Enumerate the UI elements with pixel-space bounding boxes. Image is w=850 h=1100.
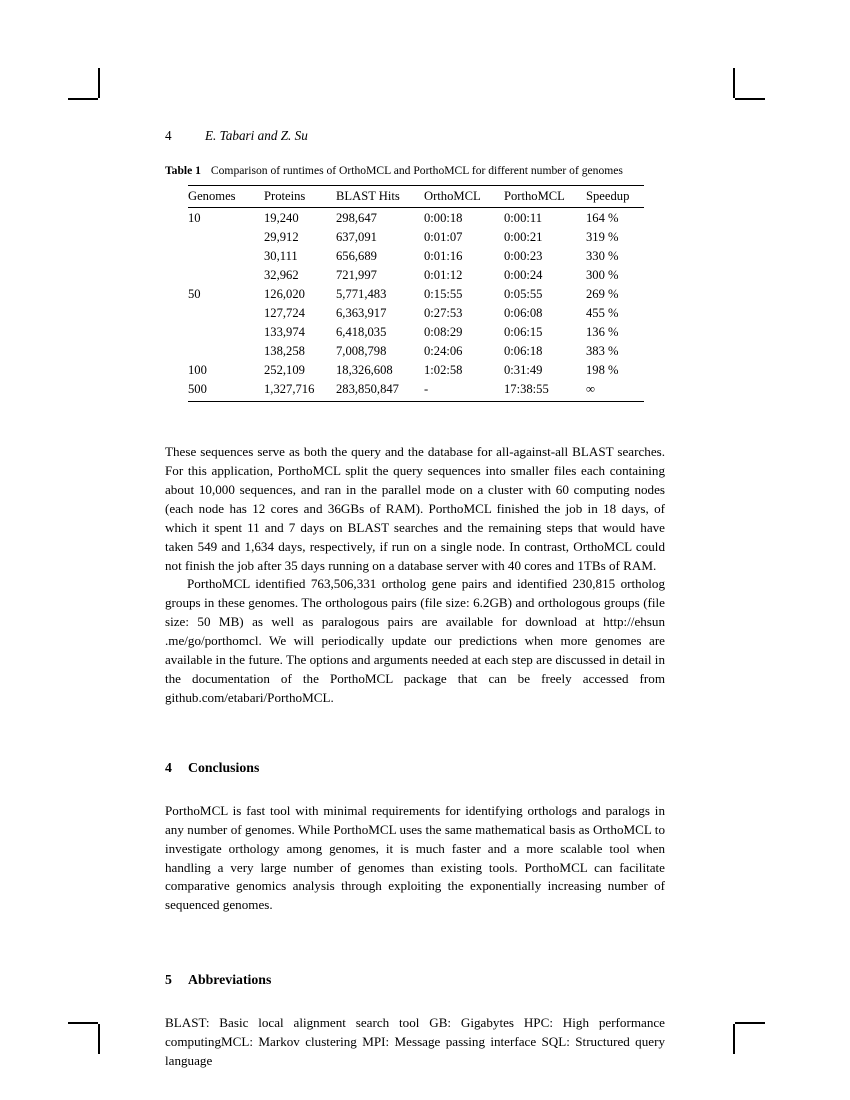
table-cell: 0:15:55: [424, 287, 463, 302]
table-cell: 6,363,917: [336, 306, 387, 321]
table-cell: 198 %: [586, 363, 619, 378]
table-column-header: Speedup: [586, 185, 644, 207]
table-cell: 319 %: [586, 230, 619, 245]
running-head: [165, 128, 665, 144]
table-row: [188, 362, 644, 381]
table-cell: 300 %: [586, 268, 619, 283]
running-head-authors: E. Tabari and Z. Su: [205, 128, 308, 143]
table-cell: 0:01:16: [424, 249, 463, 264]
crop-mark-vertical-line: [733, 68, 735, 98]
crop-mark-vertical-line: [98, 1024, 100, 1054]
table-cell: 252,109: [264, 363, 305, 378]
spacer: [165, 402, 665, 443]
table-cell: 127,724: [264, 306, 305, 321]
table-column-header: Proteins: [264, 185, 336, 207]
section-heading-abbreviations: [165, 972, 665, 988]
table-cell: 133,974: [264, 325, 305, 340]
table-cell: -: [424, 381, 504, 402]
table-cell: 18,326,608: [336, 363, 393, 378]
table-caption-text: Comparison of runtimes of OrthoMCL and PorthoMCL for different number of genomes: [210, 164, 623, 177]
table-cell: 500: [188, 381, 264, 402]
table-cell: [188, 343, 264, 362]
table-cell: 0:00:18: [424, 211, 463, 226]
table-column-header: PorthoMCL: [504, 185, 586, 207]
table-cell: 0:08:29: [424, 325, 463, 340]
table-cell: 1,327,716: [264, 381, 336, 402]
table-cell: ∞: [586, 381, 644, 402]
table-cell: 30,111: [264, 249, 298, 264]
table-cell: 0:06:18: [504, 344, 543, 359]
section-title: Abbreviations: [188, 972, 272, 988]
table-cell: [188, 229, 264, 248]
body-paragraph-1: These sequences serve as both the query and the database for all-against-all BLAST searches. For this application, PorthoMCL split the query sequences into smaller files each containing about 10,000 sequences, and ran in the parallel mode on a cluster with 60 computing nodes (each node has 12 cores and 36GBs of RAM). PorthoMCL finished the job in 18 days, of which it spent 11 and 7 days on BLAST searches and the remaining steps that would have taken 549 and 1,634 days, respectively, if run on a single node. In contrast, OrthoMCL could not finish the job after 35 days running on a database server with 40 cores and 1TBs of RAM.: [165, 444, 665, 573]
table-header: [188, 185, 644, 207]
table-body: [188, 207, 644, 402]
crop-mark-vertical-line: [98, 68, 100, 98]
table-cell: 126,020: [264, 287, 305, 302]
table-cell: 29,912: [264, 230, 299, 245]
table-caption: [165, 163, 665, 179]
table-cell: 0:06:15: [504, 325, 543, 340]
table-cell: 19,240: [264, 211, 299, 226]
table-cell: 283,850,847: [336, 381, 424, 402]
table-cell: 383 %: [586, 344, 619, 359]
table-row: [188, 207, 644, 229]
spacer: [165, 988, 665, 1014]
spacer: [165, 776, 665, 802]
table-cell: 136 %: [586, 325, 619, 340]
table-cell: 0:00:11: [504, 211, 543, 226]
table-cell: [188, 248, 264, 267]
table-cell: 298,647: [336, 211, 377, 226]
page-number: 4: [165, 128, 172, 143]
conclusions-paragraph: PorthoMCL is fast tool with minimal requirements for identifying orthologs and paralogs in any number of genomes. While PorthoMCL uses the same mathematical basis as OrthoMCL to investigate orthology among genomes, it is much faster and a more scalable tool when handling a very large number of genomes than existing tools. PorthoMCL can facilitate comparative genomics analysis through exploiting the exponentially increasing number of sequenced genomes.: [165, 802, 665, 913]
crop-mark-bottom-right: [733, 1022, 765, 1054]
section-heading-conclusions: [165, 760, 665, 776]
table-cell: 0:31:49: [504, 363, 543, 378]
crop-mark-vertical-line: [733, 1024, 735, 1054]
crop-mark-top-left: [68, 68, 100, 100]
table-cell: 7,008,798: [336, 344, 387, 359]
table-cell: 0:00:23: [504, 249, 543, 264]
table-cell: 0:06:08: [504, 306, 543, 321]
table-cell: 50: [188, 287, 201, 302]
table-cell: 17:38:55: [504, 381, 586, 402]
table-cell: 0:01:12: [424, 268, 463, 283]
table-cell: 0:00:24: [504, 268, 543, 283]
table-cell: 0:01:07: [424, 230, 463, 245]
table-column-header: Genomes: [188, 185, 264, 207]
spacer: [165, 708, 665, 760]
runtimes-table: [188, 185, 644, 403]
section-number: 4: [165, 759, 172, 775]
table-caption-label: Table 1: [165, 164, 201, 177]
table-cell: 6,418,035: [336, 325, 387, 340]
table-header-row: [188, 185, 644, 207]
table-row: [188, 267, 644, 286]
table-cell: 0:00:21: [504, 230, 543, 245]
table-cell: 455 %: [586, 306, 619, 321]
crop-mark-horizontal-line: [68, 98, 98, 100]
table-cell: 0:24:06: [424, 344, 463, 359]
spacer: [165, 915, 665, 972]
table-cell: 1:02:58: [424, 363, 463, 378]
table-cell: 0:27:53: [424, 306, 463, 321]
abbreviations-paragraph: BLAST: Basic local alignment search tool GB: Gigabytes HPC: High performance computingMCL: Markov clustering MPI: Message passing interface SQL: Structured query language: [165, 1015, 665, 1069]
table-row: [188, 381, 644, 402]
table-cell: [188, 324, 264, 343]
table-row: [188, 248, 644, 267]
page-content: [165, 128, 665, 1071]
crop-mark-bottom-left: [68, 1022, 100, 1054]
table-cell: 10: [188, 211, 201, 226]
table-cell: 721,997: [336, 268, 377, 283]
table-cell: 330 %: [586, 249, 619, 264]
table-row: [188, 324, 644, 343]
crop-mark-horizontal-line: [735, 1022, 765, 1024]
table-cell: 0:05:55: [504, 287, 543, 302]
table-cell: 656,689: [336, 249, 377, 264]
table-cell: 138,258: [264, 344, 305, 359]
crop-mark-horizontal-line: [68, 1022, 98, 1024]
section-number: 5: [165, 972, 172, 988]
table-cell: 100: [188, 363, 207, 378]
table-column-header: OrthoMCL: [424, 185, 504, 207]
table-row: [188, 286, 644, 305]
crop-mark-horizontal-line: [735, 98, 765, 100]
table-cell: [188, 267, 264, 286]
table-row: [188, 229, 644, 248]
table-row: [188, 305, 644, 324]
table-cell: 269 %: [586, 287, 619, 302]
table-row: [188, 343, 644, 362]
crop-mark-top-right: [733, 68, 765, 100]
body-paragraph-2: PorthoMCL identified 763,506,331 ortholog gene pairs and identified 230,815 ortholog groups in these genomes. The orthologous pairs (file size: 6.2GB) and orthologous groups (file size: 50 MB) as well as paralogous pairs are available for download at http://ehsun .me/go/porthomcl. We will periodically update our predictions when more genomes are available in the future. The options and arguments needed at each step are discussed in detail in the documentation of the PorthoMCL package that can be freely accessed from github.com/etabari/PorthoMCL.: [165, 576, 665, 705]
table-cell: 32,962: [264, 268, 299, 283]
table-cell: 164 %: [586, 211, 619, 226]
section-title: Conclusions: [188, 759, 260, 775]
table-cell: 5,771,483: [336, 287, 387, 302]
table-cell: 637,091: [336, 230, 377, 245]
table-cell: [188, 305, 264, 324]
table-column-header: BLAST Hits: [336, 185, 424, 207]
